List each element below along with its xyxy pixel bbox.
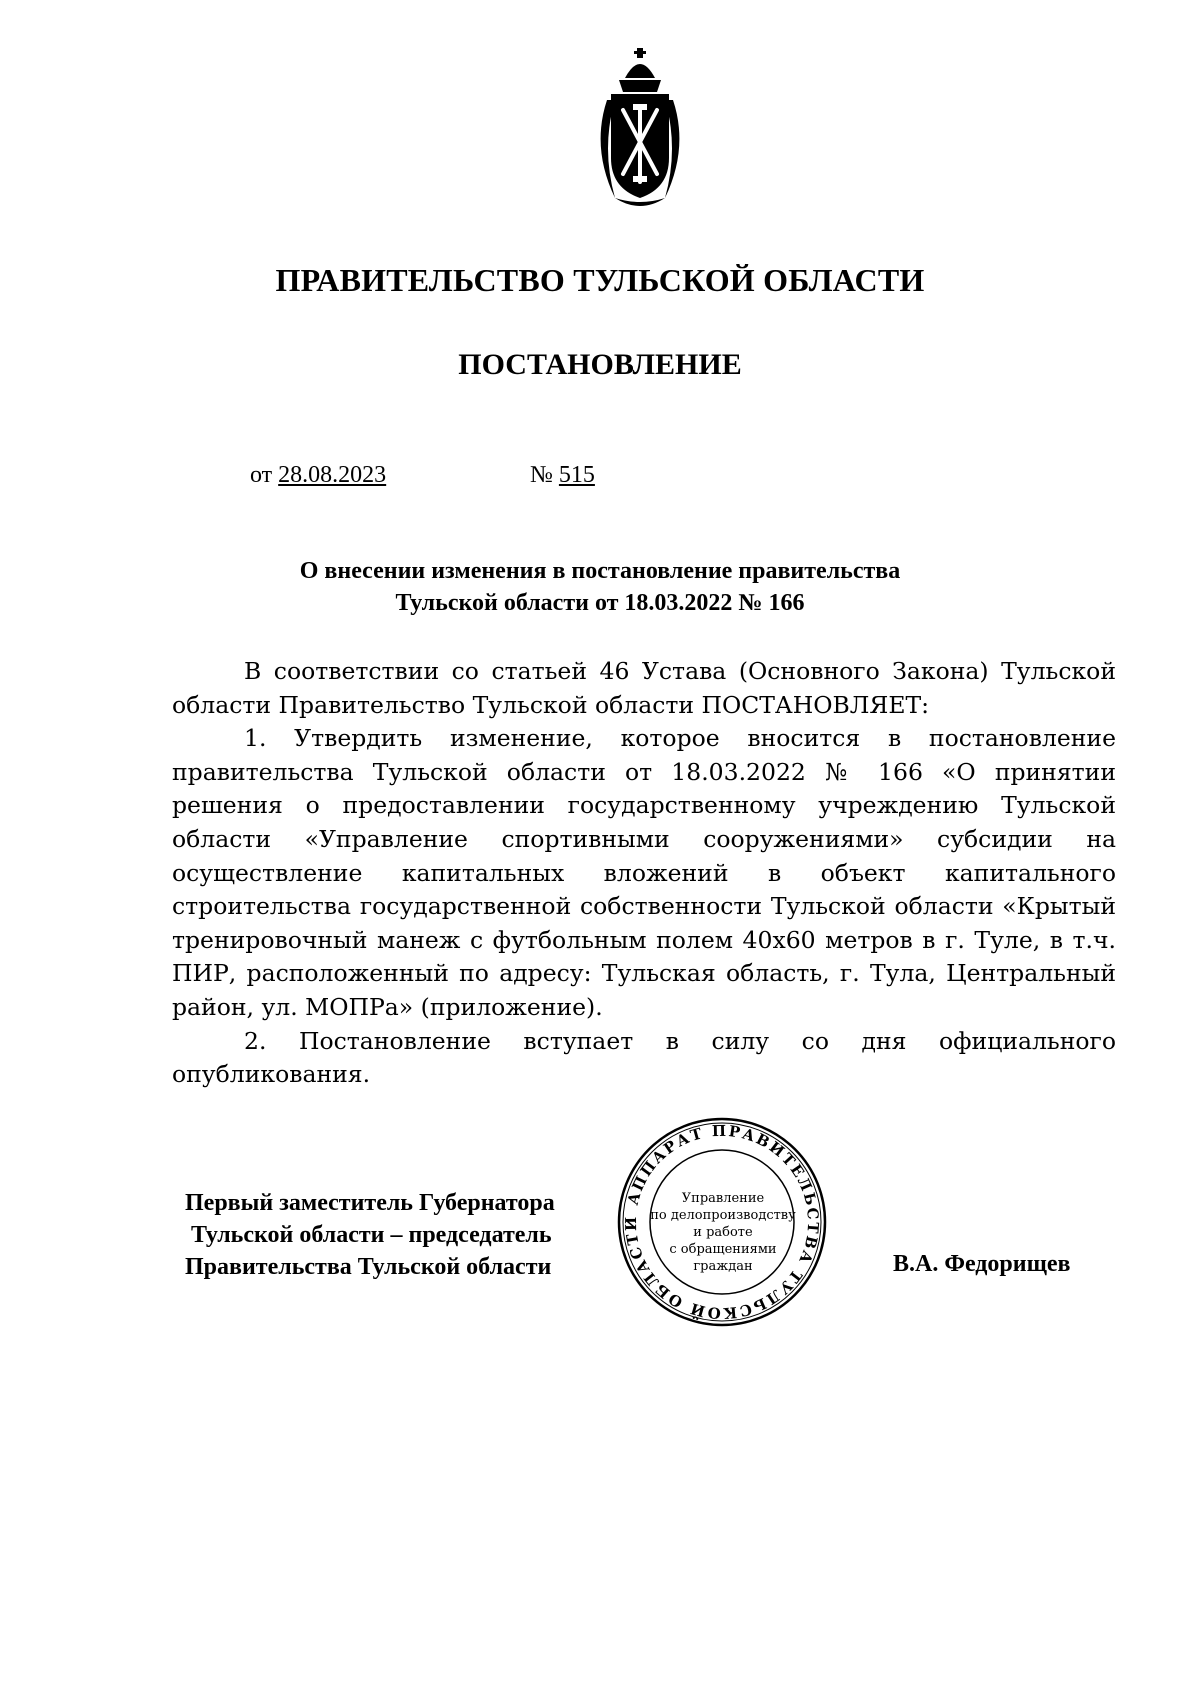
stamp-ring-text: АППАРАТ ПРАВИТЕЛЬСТВА ТУЛЬСКОЙ ОБЛАСТИ bbox=[621, 1121, 823, 1323]
document-body bbox=[172, 655, 1116, 1092]
signatory-name: В.А. Федорищев bbox=[893, 1251, 1071, 1277]
signatory-position bbox=[185, 1187, 555, 1283]
stamp-inner-line-4: с обращениями bbox=[669, 1242, 777, 1257]
date-number-line bbox=[250, 462, 595, 489]
body-paragraph-1: В соответствии со статьей 46 Устава (Основного Закона) Тульской области Правительство Тульской области ПОСТАНОВЛЯЕТ: bbox=[172, 657, 1116, 719]
subject-line-1: О внесении изменения в постановление правительства bbox=[299, 558, 901, 584]
position-line-1: Первый заместитель Губернатора bbox=[185, 1190, 555, 1216]
stamp-inner-line-2: по делопроизводству bbox=[650, 1208, 796, 1223]
document-number-group bbox=[530, 462, 595, 489]
body-paragraph-2: 1. Утвердить изменение, которое вносится в постановление правительства Тульской области от 18.03.2022 № 166 «О принятии решения о предоставлении государственному учреждению Тульской области «Управление спортивными сооружениями» субсидии на осуществление капитальных вложений в объект капитального строительства государственной собственности Тульской области «Крытый тренировочный манеж с футбольным полем 40х60 метров в г. Туле, в т.ч. ПИР, расположенный по адресу: Тульская область, г. Тула, Центральный район, ул. МОПРа» (приложение). bbox=[172, 724, 1116, 1021]
from-label: от bbox=[250, 462, 273, 488]
organization-title: ПРАВИТЕЛЬСТВО ТУЛЬСКОЙ ОБЛАСТИ bbox=[275, 262, 925, 298]
document-subject bbox=[0, 555, 1200, 619]
stamp-inner-line-3: и работе bbox=[693, 1225, 753, 1240]
tula-coat-of-arms-icon bbox=[585, 48, 695, 214]
stamp-inner-text bbox=[638, 1190, 808, 1275]
document-number: 515 bbox=[558, 462, 595, 488]
body-paragraph-3: 2. Постановление вступает в силу со дня официального опубликования. bbox=[172, 1026, 1116, 1089]
subject-line-2: Тульской области от 18.03.2022 № 166 bbox=[395, 590, 805, 616]
position-line-2: Тульской области – председатель bbox=[191, 1222, 552, 1248]
stamp-inner-line-5: граждан bbox=[693, 1259, 753, 1274]
number-label: № bbox=[530, 462, 553, 488]
position-line-3: Правительства Тульской области bbox=[185, 1254, 552, 1280]
document-date: 28.08.2023 bbox=[278, 462, 387, 488]
stamp-inner-line-1: Управление bbox=[681, 1191, 765, 1206]
document-type: ПОСТАНОВЛЕНИЕ bbox=[458, 348, 742, 381]
